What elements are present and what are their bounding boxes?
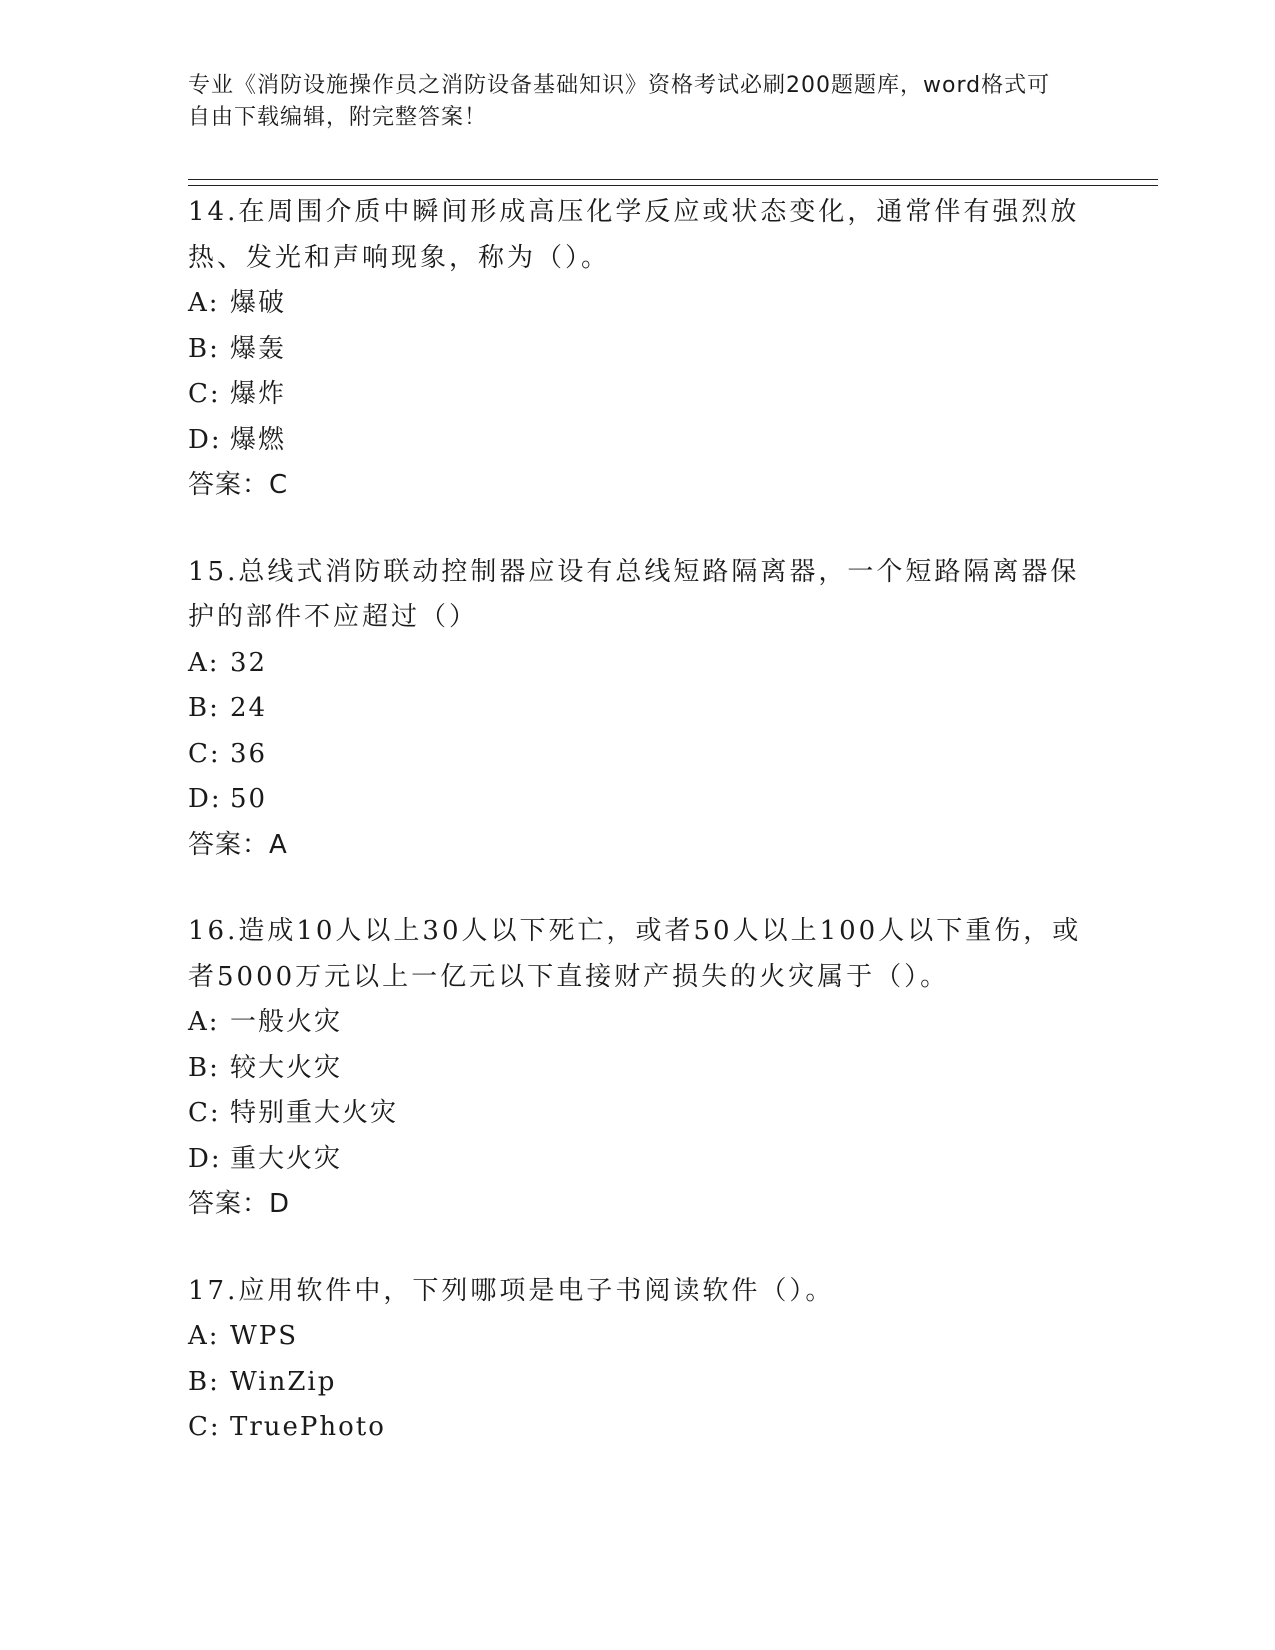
option-letter: B:	[188, 1052, 220, 1083]
option-c	[188, 1091, 1088, 1137]
option-letter: C:	[188, 1098, 221, 1128]
option-text: 50	[230, 784, 268, 814]
question-stem: 17.应用软件中，下列哪项是电子书阅读软件（）。	[188, 1275, 835, 1306]
option-d	[188, 418, 1088, 464]
option-d	[188, 777, 1088, 823]
option-text: 爆燃	[230, 424, 287, 455]
option-text: 32	[230, 647, 268, 678]
header-divider-top	[188, 179, 1158, 180]
option-text: 重大火灾	[230, 1143, 343, 1174]
answer-line: 答案：C	[188, 470, 289, 500]
option-c	[188, 732, 1088, 778]
document-header: 专业《消防设施操作员之消防设备基础知识》资格考试必刷200题题库，word格式可自由下载编辑，附完整答案！	[188, 73, 1051, 130]
option-text: 一般火灾	[230, 1007, 343, 1037]
option-letter: D:	[188, 1143, 222, 1174]
option-text: TruePhoto	[230, 1412, 386, 1442]
option-text: 较大火灾	[230, 1052, 343, 1083]
option-text: 24	[230, 693, 268, 723]
question-stem: 15.总线式消防联动控制器应设有总线短路隔离器，一个短路隔离器保护的部件不应超过（）	[188, 556, 1080, 632]
option-letter: C:	[188, 1412, 221, 1442]
option-letter: B:	[188, 1366, 220, 1397]
option-letter: C:	[188, 738, 221, 769]
option-a	[188, 1000, 1088, 1046]
option-text: 爆轰	[230, 333, 287, 364]
option-letter: C:	[188, 379, 221, 409]
question-stem: 14.在周围介质中瞬间形成高压化学反应或状态变化，通常伴有强烈放热、发光和声响现象，称为（）。	[188, 197, 1080, 273]
question-14	[188, 190, 1088, 509]
option-a	[188, 281, 1088, 327]
question-15	[188, 550, 1088, 869]
answer-line: 答案：D	[188, 1189, 291, 1219]
option-text: 特别重大火灾	[230, 1098, 399, 1128]
option-text: WPS	[230, 1321, 299, 1351]
option-c	[188, 1405, 1088, 1451]
answer-line: 答案：A	[188, 829, 288, 860]
question-list	[188, 190, 1088, 1492]
question-stem: 16.造成10人以上30人以下死亡，或者50人以上100人以下重伤，或者5000万元以上一亿元以下直接财产损失的火灾属于（）。	[188, 916, 1082, 992]
option-b	[188, 1046, 1088, 1092]
header-divider-bottom	[188, 185, 1158, 186]
option-b	[188, 327, 1088, 373]
question-17	[188, 1269, 1088, 1451]
option-letter: D:	[188, 784, 222, 814]
option-letter: B:	[188, 333, 220, 364]
option-text: 36	[230, 738, 268, 769]
option-text: WinZip	[230, 1366, 337, 1397]
option-letter: B:	[188, 693, 220, 723]
option-b	[188, 1360, 1088, 1406]
question-16	[188, 909, 1088, 1228]
option-text: 爆炸	[230, 379, 287, 409]
option-letter: A:	[188, 647, 220, 678]
option-letter: A:	[188, 288, 220, 318]
option-a	[188, 641, 1088, 687]
option-text: 爆破	[230, 288, 287, 318]
option-c	[188, 372, 1088, 418]
option-b	[188, 686, 1088, 732]
option-letter: D:	[188, 424, 222, 455]
option-letter: A:	[188, 1007, 220, 1037]
option-a	[188, 1314, 1088, 1360]
option-d	[188, 1137, 1088, 1183]
option-letter: A:	[188, 1321, 220, 1351]
